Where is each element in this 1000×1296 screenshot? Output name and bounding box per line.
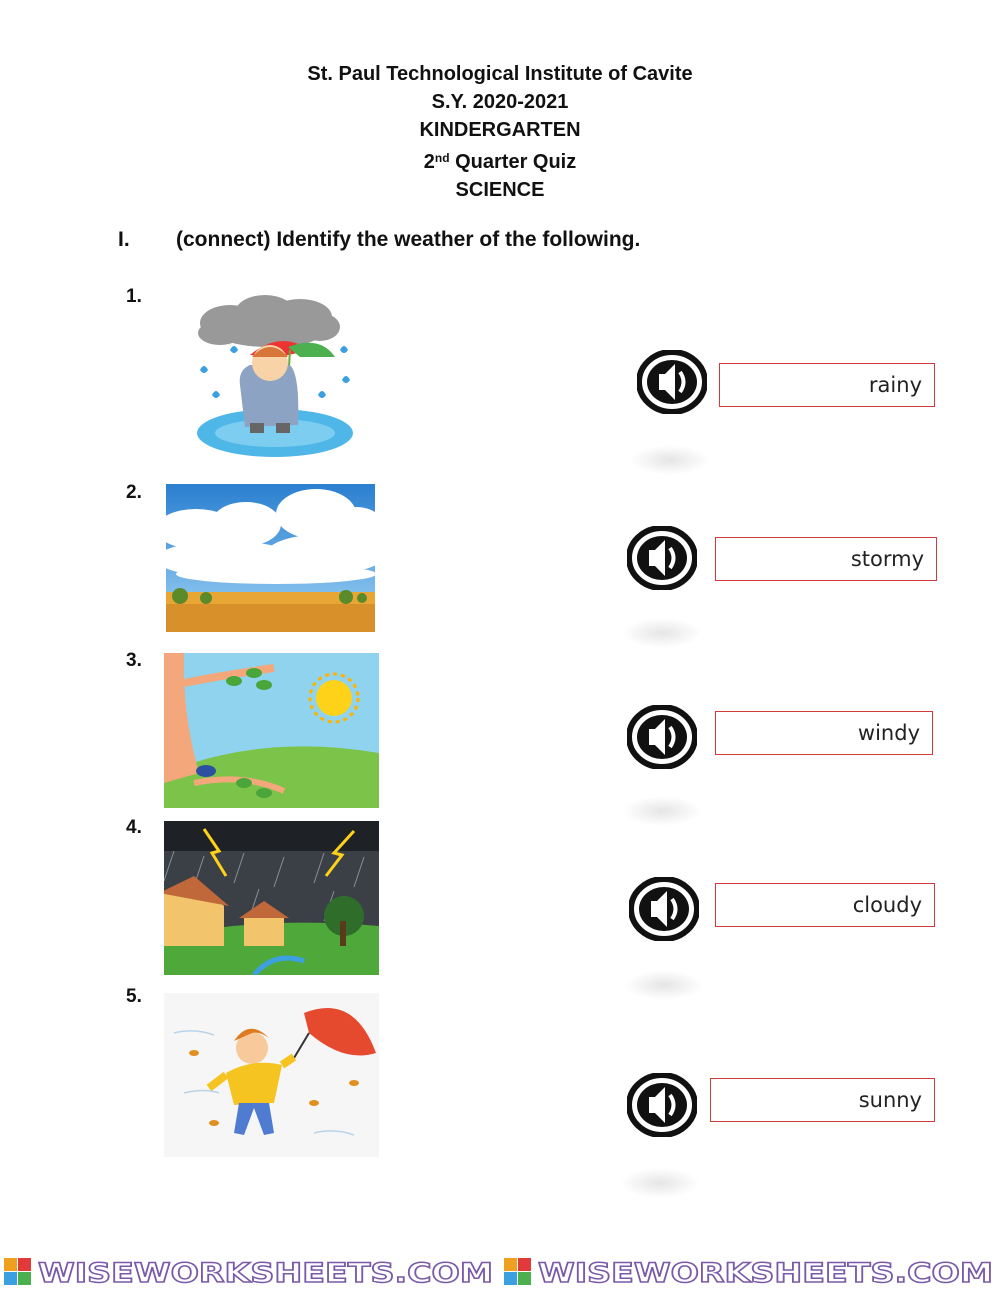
audio-speaker-button-5[interactable]	[627, 1073, 697, 1137]
worksheet-header	[0, 60, 1000, 204]
quarter-text: Quarter Quiz	[449, 151, 577, 173]
quarter-number: 2	[423, 151, 435, 173]
speaker-shadow	[620, 1168, 700, 1198]
instruction-number: I.	[118, 228, 130, 251]
speaker-icon	[627, 526, 697, 590]
audio-speaker-button-2[interactable]	[627, 526, 697, 590]
speaker-shadow	[622, 796, 702, 826]
school-year: S.Y. 2020-2021	[431, 91, 569, 113]
answer-box-3[interactable]: windy	[715, 711, 933, 755]
windy-child-icon	[164, 993, 379, 1157]
footer-watermark	[0, 1252, 1000, 1291]
speaker-icon	[637, 350, 707, 414]
answer-box-1[interactable]: rainy	[719, 363, 935, 407]
speaker-icon	[627, 705, 697, 769]
speaker-icon	[627, 1073, 697, 1137]
item-number-1: 1.	[126, 286, 142, 307]
item-number-2: 2.	[126, 482, 142, 503]
answer-box-4[interactable]: cloudy	[715, 883, 935, 927]
answer-box-2[interactable]: stormy	[715, 537, 937, 581]
cloudy-sky-icon	[166, 484, 375, 632]
item-number-5: 5.	[126, 986, 142, 1007]
quiz-title	[0, 144, 1000, 176]
speaker-icon	[629, 877, 699, 941]
ws-logo-icon	[4, 1258, 31, 1285]
subject-title: SCIENCE	[455, 179, 545, 201]
speaker-shadow	[622, 618, 702, 648]
audio-speaker-button-1[interactable]	[637, 350, 707, 414]
school-name: St. Paul Technological Institute of Cavite	[307, 63, 693, 85]
watermark-text-2: WISEWORKSHEETS.COM	[538, 1258, 993, 1289]
speaker-shadow	[630, 445, 710, 475]
item-number-4: 4.	[126, 817, 142, 838]
audio-speaker-button-4[interactable]	[629, 877, 699, 941]
instruction-text: (connect) Identify the weather of the following.	[176, 228, 641, 251]
item-number-3: 3.	[126, 650, 142, 671]
grade-level: KINDERGARTEN	[419, 119, 581, 141]
watermark-text-1: WISEWORKSHEETS.COM	[38, 1258, 493, 1289]
answer-box-5[interactable]: sunny	[710, 1078, 935, 1122]
instruction	[118, 228, 640, 252]
sunny-day-icon	[164, 653, 379, 808]
stormy-town-icon	[164, 821, 379, 975]
speaker-shadow	[624, 970, 704, 1000]
audio-speaker-button-3[interactable]	[627, 705, 697, 769]
ws-logo-icon	[504, 1258, 531, 1285]
quarter-suffix: nd	[434, 151, 450, 165]
rainy-child-icon	[190, 295, 360, 463]
